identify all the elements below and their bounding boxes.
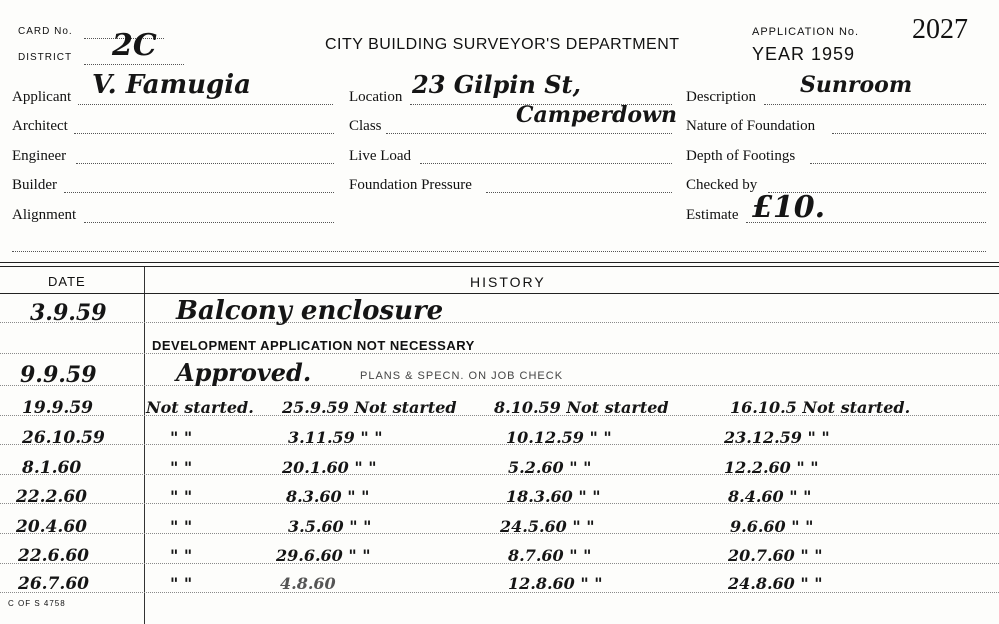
architect-line	[74, 133, 334, 134]
applicant-value: V. Famugia	[92, 70, 251, 100]
history-text: Balcony enclosure	[176, 296, 444, 326]
application-label: APPLICATION No.	[752, 26, 860, 38]
history-cell: 5.2.60 " "	[508, 458, 592, 477]
form-code: C OF S 4758	[8, 599, 66, 608]
rule	[0, 592, 999, 593]
history-cell: 18.3.60 " "	[506, 487, 601, 506]
architect-label: Architect	[12, 118, 68, 134]
rule	[0, 503, 999, 504]
live-load-line	[420, 163, 672, 164]
history-cell: 20.1.60 " "	[282, 458, 377, 477]
history-stamp: DEVELOPMENT APPLICATION NOT NECESSARY	[152, 338, 475, 353]
district-value: 2C	[112, 28, 157, 63]
history-cell: " "	[170, 428, 193, 447]
history-cell: 25.9.59 Not started	[282, 398, 457, 417]
history-cell: 3.11.59 " "	[288, 428, 383, 447]
applicant-label: Applicant	[12, 89, 72, 105]
rule	[0, 353, 999, 354]
history-header: HISTORY	[470, 274, 546, 290]
history-date: 9.9.59	[20, 362, 97, 388]
card-no-label: CARD No.	[18, 26, 73, 37]
foundation-pressure-line	[486, 192, 672, 193]
history-date: 26.10.59	[22, 428, 105, 448]
location-value: 23 Gilpin St,	[412, 70, 581, 99]
alignment-line	[84, 222, 334, 223]
history-cell: Not started.	[146, 398, 254, 417]
history-cell: 8.4.60 " "	[728, 487, 812, 506]
history-cell: 23.12.59 " "	[724, 428, 830, 447]
alignment-label: Alignment	[12, 207, 77, 223]
rule	[0, 322, 999, 323]
date-header: DATE	[48, 274, 86, 289]
history-cell: " "	[170, 517, 193, 536]
rule	[0, 444, 999, 445]
rule	[0, 563, 999, 564]
history-cell: 20.7.60 " "	[728, 546, 823, 565]
history-cell: 8.10.59 Not started	[494, 398, 669, 417]
description-label: Description	[686, 89, 756, 105]
builder-line	[64, 192, 334, 193]
nature-of-foundation-label: Nature of Foundation	[686, 118, 816, 134]
description-line	[764, 104, 986, 105]
history-date: 26.7.60	[18, 574, 89, 594]
history-cell: 3.5.60 " "	[288, 517, 372, 536]
history-cell: 8.3.60 " "	[286, 487, 370, 506]
history-cell: 29.6.60 " "	[276, 546, 371, 565]
history-cell: 16.10.5 Not started.	[730, 398, 911, 417]
history-cell: 9.6.60 " "	[730, 517, 814, 536]
location-label: Location	[349, 89, 403, 105]
builder-label: Builder	[12, 177, 57, 193]
class-label: Class	[349, 118, 382, 134]
column-divider	[144, 267, 145, 624]
depth-of-footings-label: Depth of Footings	[686, 148, 796, 164]
history-date: 3.9.59	[30, 300, 107, 326]
table-top-rule-2	[0, 266, 999, 267]
table-top-rule	[0, 262, 999, 263]
header-bottom-line	[12, 251, 986, 252]
history-cell: 12.2.60 " "	[724, 458, 819, 477]
history-cell: 10.12.59 " "	[506, 428, 612, 447]
rule	[0, 385, 999, 386]
engineer-label: Engineer	[12, 148, 67, 164]
history-cell: 4.8.60	[280, 574, 336, 593]
live-load-label: Live Load	[349, 148, 412, 164]
location-value-2: Camperdown	[516, 102, 678, 128]
district-label: DISTRICT	[18, 52, 73, 63]
estimate-label: Estimate	[686, 207, 739, 223]
description-value: Sunroom	[800, 72, 913, 98]
department-title: CITY BUILDING SURVEYOR'S DEPARTMENT	[325, 36, 680, 53]
history-cell: " "	[170, 546, 193, 565]
applicant-line	[78, 104, 333, 105]
year-label: YEAR 1959	[752, 44, 856, 64]
header-rule	[0, 293, 999, 294]
history-date: 22.2.60	[16, 487, 87, 507]
history-cell: " "	[170, 574, 193, 593]
history-cell: 8.7.60 " "	[508, 546, 592, 565]
history-cell: " "	[170, 487, 193, 506]
history-date: 20.4.60	[16, 517, 87, 537]
history-date: 22.6.60	[18, 546, 89, 566]
rule	[0, 474, 999, 475]
history-cell: 24.8.60 " "	[728, 574, 823, 593]
depth-line	[810, 163, 986, 164]
nature-line	[832, 133, 986, 134]
district-line	[84, 64, 184, 65]
history-date: 8.1.60	[22, 458, 82, 478]
history-cell: " "	[170, 458, 193, 477]
class-line	[386, 133, 672, 134]
history-stamp-faint: PLANS & SPECN. ON JOB CHECK	[360, 370, 564, 382]
history-cell: 24.5.60 " "	[500, 517, 595, 536]
history-date: 19.9.59	[22, 398, 93, 418]
engineer-line	[76, 163, 334, 164]
estimate-value: £10.	[752, 190, 826, 225]
application-number: 2027	[912, 14, 968, 45]
foundation-pressure-label: Foundation Pressure	[349, 177, 472, 193]
checked-by-label: Checked by	[686, 177, 758, 193]
history-text: Approved.	[176, 358, 312, 387]
history-cell: 12.8.60 " "	[508, 574, 603, 593]
